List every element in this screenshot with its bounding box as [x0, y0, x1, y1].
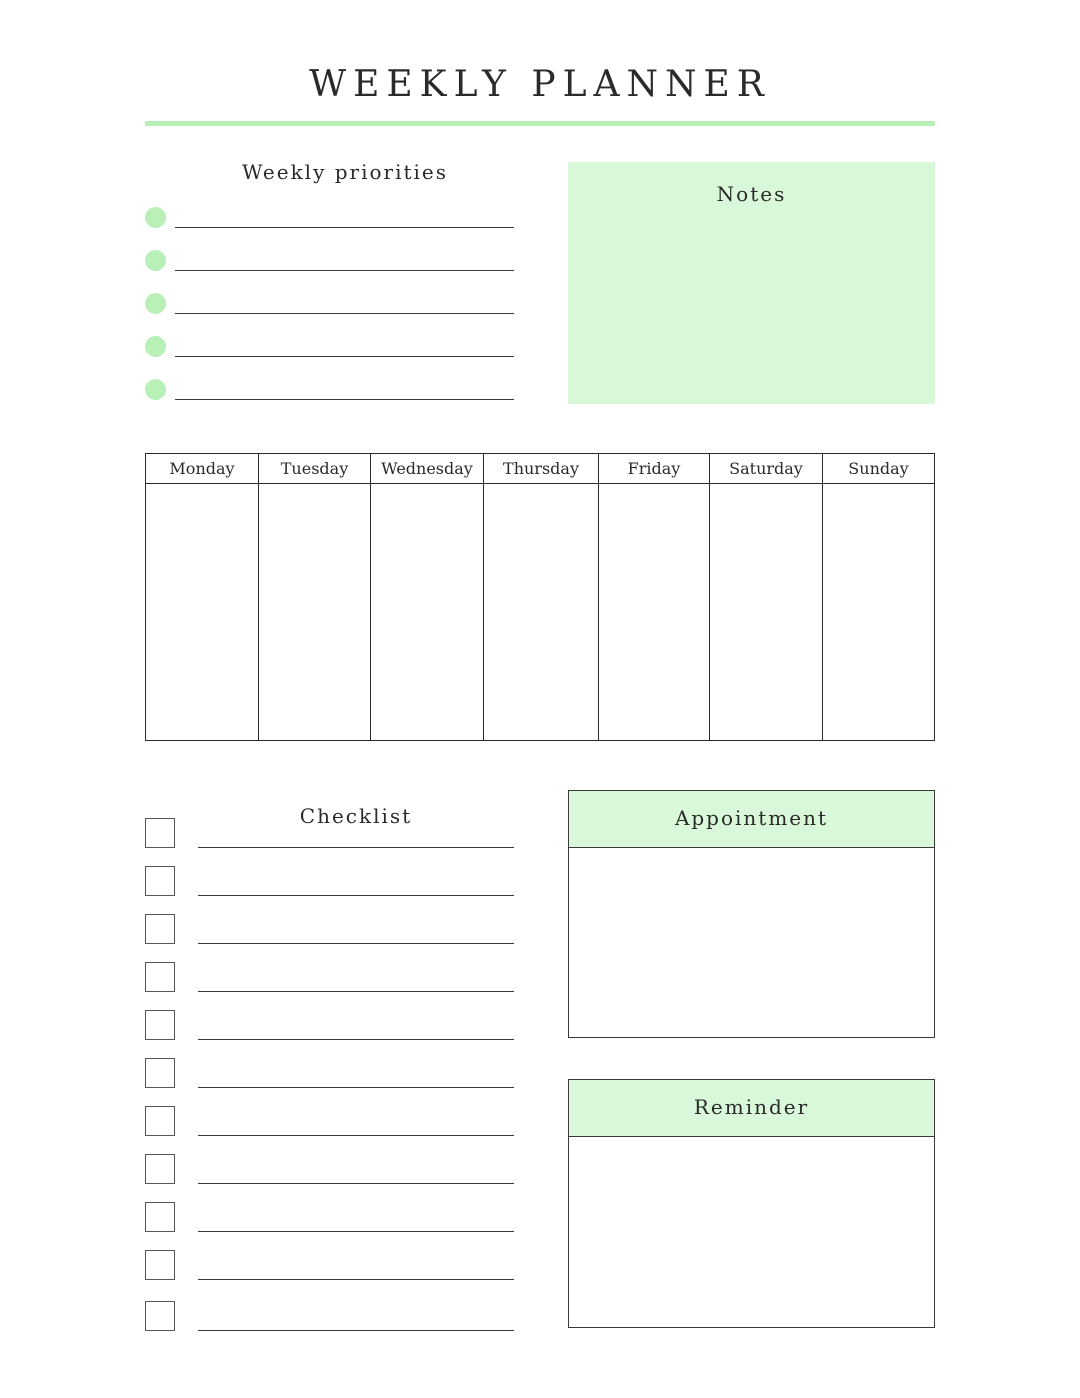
bullet-dot-icon	[145, 250, 166, 271]
priorities-heading: Weekly priorities	[241, 160, 449, 184]
checkbox[interactable]	[145, 1202, 175, 1232]
reminder-header: Reminder	[569, 1080, 934, 1137]
checklist-item	[145, 962, 515, 993]
checklist-item	[145, 1106, 515, 1137]
appointment-area[interactable]	[569, 848, 934, 1036]
checkbox[interactable]	[145, 818, 175, 848]
day-column-tuesday	[259, 454, 371, 740]
checkbox[interactable]	[145, 1010, 175, 1040]
checkbox[interactable]	[145, 1250, 175, 1280]
checklist-write-line[interactable]	[198, 1231, 514, 1232]
day-cell-thursday[interactable]	[484, 484, 598, 740]
checklist-write-line[interactable]	[198, 1330, 514, 1331]
notes-label: Notes	[716, 182, 787, 206]
day-column-sunday	[823, 454, 934, 740]
reminder-area[interactable]	[569, 1137, 934, 1326]
day-header-friday: Friday	[599, 454, 709, 484]
day-header-monday: Monday	[146, 454, 258, 484]
checklist-item	[145, 1010, 515, 1041]
priority-row	[145, 379, 515, 409]
appointment-panel	[568, 790, 935, 1038]
day-header-wednesday: Wednesday	[371, 454, 483, 484]
notes-box[interactable]	[568, 162, 935, 404]
priority-write-line[interactable]	[175, 356, 514, 357]
day-cell-saturday[interactable]	[710, 484, 822, 740]
priority-row	[145, 250, 515, 280]
day-column-thursday	[484, 454, 599, 740]
checklist-write-line[interactable]	[198, 1183, 514, 1184]
checklist-write-line[interactable]	[198, 1135, 514, 1136]
checklist-item	[145, 1058, 515, 1089]
day-cell-tuesday[interactable]	[259, 484, 370, 740]
day-column-saturday	[710, 454, 823, 740]
bullet-dot-icon	[145, 379, 166, 400]
day-column-wednesday	[371, 454, 484, 740]
bullet-dot-icon	[145, 207, 166, 228]
day-cell-sunday[interactable]	[823, 484, 934, 740]
checklist-item	[145, 914, 515, 945]
title-divider	[145, 121, 935, 126]
checklist-write-line[interactable]	[198, 847, 514, 848]
priority-write-line[interactable]	[175, 227, 514, 228]
checklist-item	[145, 1154, 515, 1185]
week-table	[145, 453, 935, 741]
checklist-item	[145, 1202, 515, 1233]
day-header-tuesday: Tuesday	[259, 454, 370, 484]
priority-row	[145, 293, 515, 323]
priority-write-line[interactable]	[175, 313, 514, 314]
checklist-write-line[interactable]	[198, 1279, 514, 1280]
priority-write-line[interactable]	[175, 270, 514, 271]
checklist-write-line[interactable]	[198, 1087, 514, 1088]
day-header-saturday: Saturday	[710, 454, 822, 484]
checkbox[interactable]	[145, 1154, 175, 1184]
checklist-item	[145, 818, 515, 849]
checklist-write-line[interactable]	[198, 1039, 514, 1040]
checklist-heading: Checklist	[299, 804, 413, 828]
day-header-sunday: Sunday	[823, 454, 934, 484]
day-cell-monday[interactable]	[146, 484, 258, 740]
checklist-write-line[interactable]	[198, 895, 514, 896]
checkbox[interactable]	[145, 1301, 175, 1331]
checkbox[interactable]	[145, 914, 175, 944]
day-column-friday	[599, 454, 710, 740]
bullet-dot-icon	[145, 293, 166, 314]
page-title: WEEKLY PLANNER	[309, 64, 771, 105]
checklist-write-line[interactable]	[198, 991, 514, 992]
checklist-item	[145, 866, 515, 897]
day-cell-friday[interactable]	[599, 484, 709, 740]
checkbox[interactable]	[145, 866, 175, 896]
reminder-panel	[568, 1079, 935, 1328]
priority-write-line[interactable]	[175, 399, 514, 400]
day-column-monday	[146, 454, 259, 740]
day-cell-wednesday[interactable]	[371, 484, 483, 740]
checklist-item	[145, 1250, 515, 1281]
checklist-write-line[interactable]	[198, 943, 514, 944]
checkbox[interactable]	[145, 1106, 175, 1136]
checkbox[interactable]	[145, 962, 175, 992]
checkbox[interactable]	[145, 1058, 175, 1088]
day-header-thursday: Thursday	[484, 454, 598, 484]
bullet-dot-icon	[145, 336, 166, 357]
priority-row	[145, 207, 515, 237]
checklist-item	[145, 1301, 515, 1332]
appointment-header: Appointment	[569, 791, 934, 848]
priority-row	[145, 336, 515, 366]
